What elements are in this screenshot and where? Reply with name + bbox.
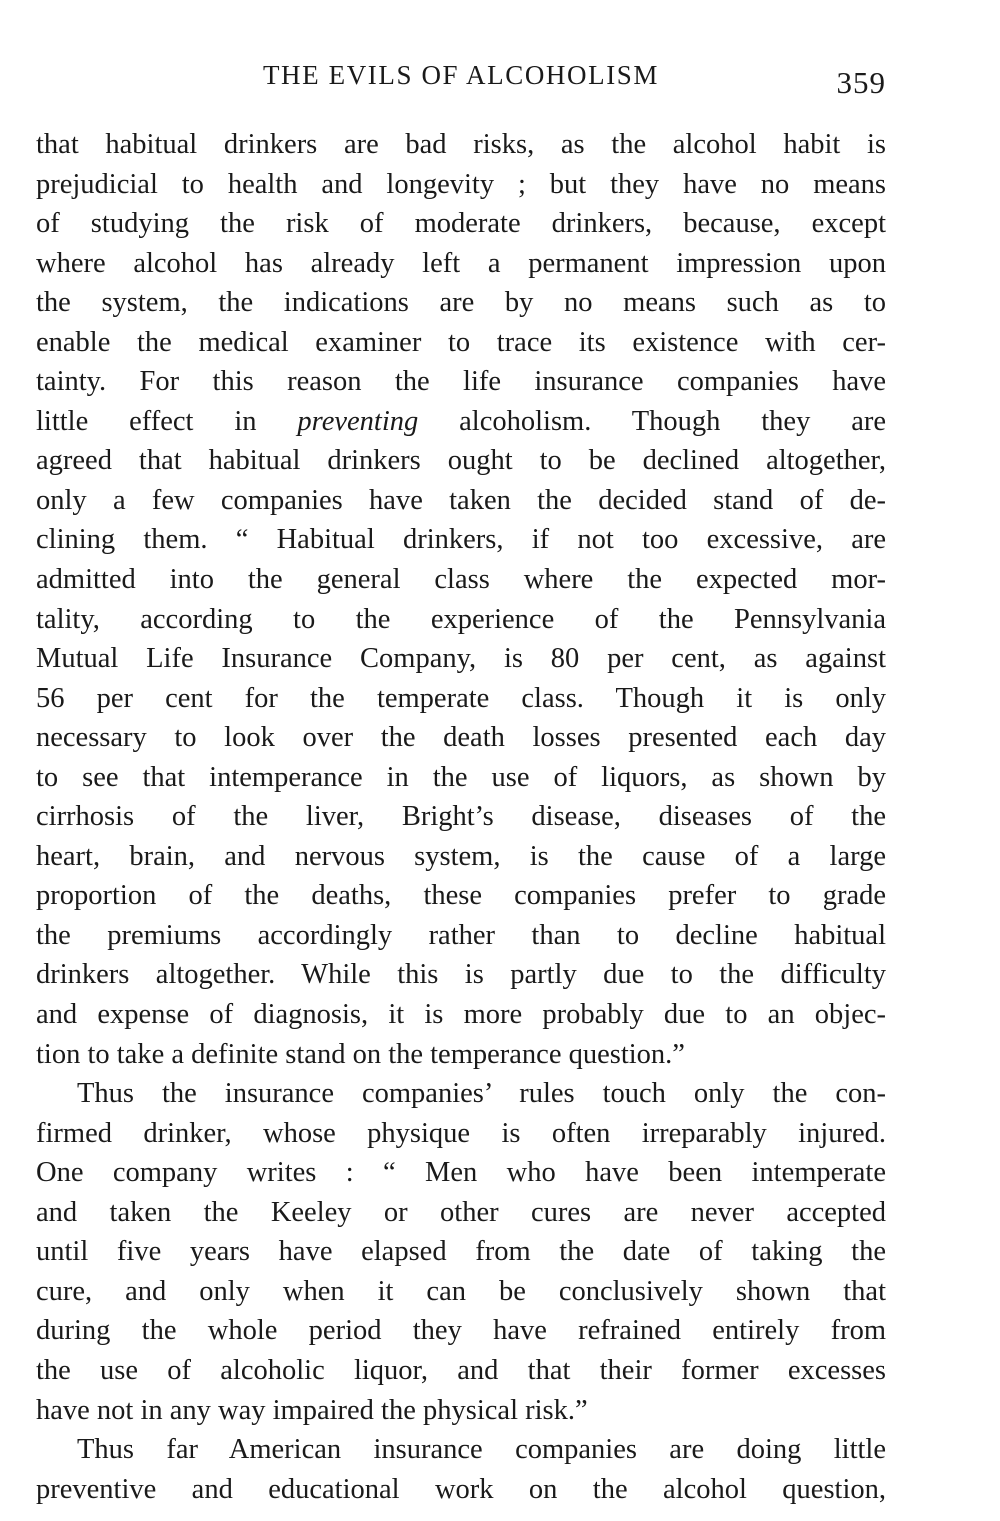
text-line: only a few companies have taken the decided stand of de- [36,484,886,516]
text-line: One company writes : “ Men who have been intemperate [36,1157,886,1189]
text-line: tality, according to the experience of the Pennsylvania [36,603,886,635]
text-line: Mutual Life Insurance Company, is 80 per cent, as against [36,643,886,675]
text-line: to see that intemperance in the use of liquors, as shown by [36,761,886,793]
text-line: have not in any way impaired the physical risk.” [36,1394,588,1426]
text-line: where alcohol has already left a permanent impression upon [36,247,886,279]
text-line: 56 per cent for the temperate class. Though it is only [36,682,886,714]
text-line: heart, brain, and nervous system, is the cause of a large [36,840,886,872]
text-line: and expense of diagnosis, it is more probably due to an objec- [36,999,886,1031]
text-line [36,402,886,442]
running-title: THE EVILS OF ALCOHOLISM [262,60,660,90]
text-line: the use of alcoholic liquor, and that their former excesses [36,1354,886,1386]
text-line: admitted into the general class where the expected mor- [36,564,886,596]
text-line: cirrhosis of the liver, Bright’s disease, diseases of the [36,801,886,833]
body-text [36,125,886,1509]
running-head [36,57,886,100]
text-line: Thus far American insurance companies are doing little [77,1434,886,1466]
text-line: enable the medical examiner to trace its existence with cer- [36,326,886,358]
text-line: tion to take a definite stand on the temperance question.” [36,1038,685,1070]
italic-emphasis: preventing [297,405,419,437]
text-line: prejudicial to health and longevity ; but they have no means [36,168,886,200]
text-line: clining them. “ Habitual drinkers, if not too excessive, are [36,524,886,556]
text-line: preventive and educational work on the alcohol question, [36,1473,886,1505]
text-line: necessary to look over the death losses presented each day [36,722,886,754]
text-line: firmed drinker, whose physique is often irreparably injured. [36,1117,886,1149]
text-line: agreed that habitual drinkers ought to be declined altogether, [36,445,886,477]
text-line: tainty. For this reason the life insurance companies have [36,366,886,398]
text-line: proportion of the deaths, these companies prefer to grade [36,880,886,912]
text-line: the system, the indications are by no means such as to [36,287,886,319]
text-line: Thus the insurance companies’ rules touch only the con- [77,1078,886,1110]
text-line: during the whole period they have refrained entirely from [36,1315,886,1347]
text-segment: alcoholism. Though they are [418,405,886,437]
text-line: drinkers altogether. While this is partly due to the difficulty [36,959,886,991]
text-line: of studying the risk of moderate drinkers, because, except [36,208,886,240]
text-line: the premiums accordingly rather than to decline habitual [36,919,886,951]
text-line: and taken the Keeley or other cures are never accepted [36,1196,886,1228]
text-line: that habitual drinkers are bad risks, as the alcohol habit is [36,129,886,160]
text-segment: little effect in [36,405,298,437]
text-line: cure, and only when it can be conclusively shown that [36,1275,886,1307]
page-number: 359 [836,65,886,100]
text-line: until five years have elapsed from the date of taking the [36,1236,886,1268]
